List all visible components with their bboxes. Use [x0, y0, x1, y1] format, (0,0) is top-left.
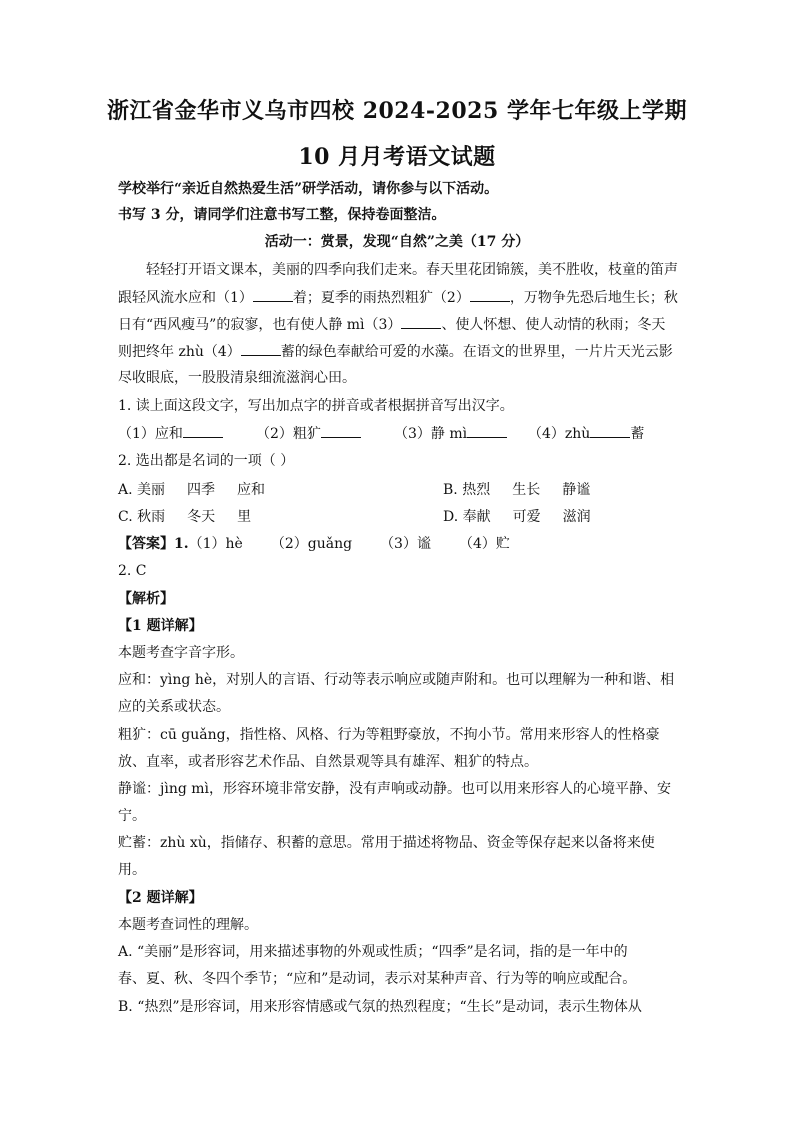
answer-item: （4）贮	[458, 536, 510, 552]
answer-line2: 2. C	[118, 563, 147, 579]
q1-answer-blank-2[interactable]	[321, 423, 361, 438]
q1-answer-blank-3[interactable]	[467, 423, 507, 438]
intro-line2: 书写 3 分，请同学们注意书写工整，保持卷面整洁。	[118, 207, 446, 223]
analysis-text: 春、夏、秋、冬四个季节；“应和”是动词，表示对某种声音、行为等的响应或配合。	[118, 971, 637, 987]
analysis-label: 【解析】	[118, 591, 174, 607]
doc-title-line2: 10 月月考语文试题	[298, 144, 496, 170]
analysis-text: 应和：yìng hè，对别人的言语、行动等表示响应或随声附和。也可以理解为一种和谐、相	[118, 672, 675, 688]
analysis-text: A. “美丽”是形容词，用来描述事物的外观或性质；“四季”是名词，指的是一年中的	[118, 944, 628, 960]
option-word: B. 热烈	[443, 482, 491, 498]
q1-item-tail: 蓄	[630, 426, 645, 442]
q1-item	[118, 423, 256, 444]
q1-answer-blank-4[interactable]	[590, 423, 630, 438]
option-word: 静谧	[562, 482, 591, 498]
paragraph-text: 、使人怀想、使人动情的秋雨；冬天	[441, 317, 666, 333]
analysis-text: 宁。	[118, 808, 146, 824]
paragraph-text: 着；夏季的雨热烈粗犷（2）	[292, 290, 470, 306]
paragraph-line1: 轻轻打开语文课本，美丽的四季向我们走来。春天里花团锦簇，美不胜收，枝童的笛声	[146, 262, 678, 278]
option-word: 应和	[237, 482, 266, 498]
option-d[interactable]	[443, 506, 613, 526]
option-word: 冬天	[187, 509, 216, 525]
answer-line	[118, 534, 678, 554]
question1-items	[118, 423, 678, 444]
intro-line1: 学校举行“亲近自然热爱生活”研学活动，请你参与以下活动。	[118, 181, 499, 197]
paragraph-text: ，万物争先恐后地生长；秋	[509, 290, 678, 306]
q1-item-label: （3）静 mì	[394, 426, 468, 442]
detail2-intro: 本题考查词性的理解。	[118, 917, 258, 933]
detail2-heading: 【2 题详解】	[118, 890, 203, 906]
paragraph-text: 跟轻风流水应和（1）	[118, 290, 253, 306]
paragraph-text: 蓄的绿色奉献给可爱的水藻。在语文的世界里，一片片天光云影	[280, 344, 673, 360]
q1-item	[394, 423, 528, 444]
analysis-text: 静谧：jìng mì，形容环境非常安静，没有声响或动静。也可以用来形容人的心境平静、安	[118, 781, 671, 797]
activity1-heading: 活动一：赏景，发现“自然”之美（17 分）	[264, 234, 530, 250]
analysis-text: 放、直率，或者形容艺术作品、自然景观等具有雄浑、粗犷的特点。	[118, 754, 538, 770]
q1-answer-blank-1[interactable]	[183, 423, 223, 438]
option-word: 滋润	[562, 509, 591, 525]
paragraph-line4	[118, 341, 678, 362]
option-b[interactable]	[443, 479, 612, 499]
option-word: D. 奉献	[443, 509, 491, 525]
option-word: 生长	[512, 482, 541, 498]
q1-item-label: （1）应和	[118, 426, 183, 442]
analysis-text: 用。	[118, 862, 146, 878]
paragraph-line3	[118, 314, 678, 335]
analysis-text: B. “热烈”是形容词，用来形容情感或气氛的热烈程度；“生长”是动词，表示生物体从	[118, 999, 642, 1015]
option-word: 里	[237, 509, 252, 525]
paragraph-text: 则把终年 zhù（4）	[118, 344, 241, 360]
fill-blank-1[interactable]	[253, 287, 293, 302]
analysis-text: 贮蓄：zhù xù，指储存、积蓄的意思。常用于描述将物品、资金等保存起来以备将来使	[118, 835, 655, 851]
doc-title-line1: 浙江省金华市义乌市四校 2024-2025 学年七年级上学期	[107, 98, 687, 124]
q1-item	[528, 423, 644, 444]
option-word: 四季	[187, 482, 216, 498]
paragraph-text: 日有“西风瘦马”的寂寥，也有使人静 mì（3）	[118, 317, 402, 333]
fill-blank-4[interactable]	[241, 341, 281, 356]
analysis-text: 应的关系或状态。	[118, 699, 230, 715]
answer-item: （1）hè	[188, 536, 243, 552]
answer-label: 【答案】1.	[118, 536, 189, 552]
paragraph-line5: 尽收眼底，一股股清泉细流滋润心田。	[118, 370, 356, 386]
fill-blank-2[interactable]	[470, 287, 510, 302]
fill-blank-3[interactable]	[401, 314, 441, 329]
option-word: 可爱	[512, 509, 541, 525]
q1-item-label: （2）粗犷	[256, 426, 321, 442]
question2-stem: 2. 选出都是名词的一项（ ）	[118, 453, 295, 469]
answer-item: （3）谧	[380, 536, 431, 552]
detail1-intro: 本题考查字音字形。	[118, 645, 244, 661]
option-a[interactable]	[118, 479, 287, 499]
answer-item: （2）guǎng	[270, 536, 353, 552]
option-c[interactable]	[118, 506, 273, 526]
q1-item	[256, 423, 394, 444]
detail1-heading: 【1 题详解】	[118, 618, 203, 634]
paragraph-line2	[118, 287, 678, 308]
question1-stem: 1. 读上面这段文字，写出加点字的拼音或者根据拼音写出汉字。	[118, 398, 514, 414]
option-word: C. 秋雨	[118, 509, 166, 525]
analysis-text: 粗犷：cū guǎng，指性格、风格、行为等粗野豪放，不拘小节。常用来形容人的性格豪	[118, 727, 660, 743]
option-word: A. 美丽	[118, 482, 166, 498]
q1-item-label: （4）zhù	[528, 426, 591, 442]
